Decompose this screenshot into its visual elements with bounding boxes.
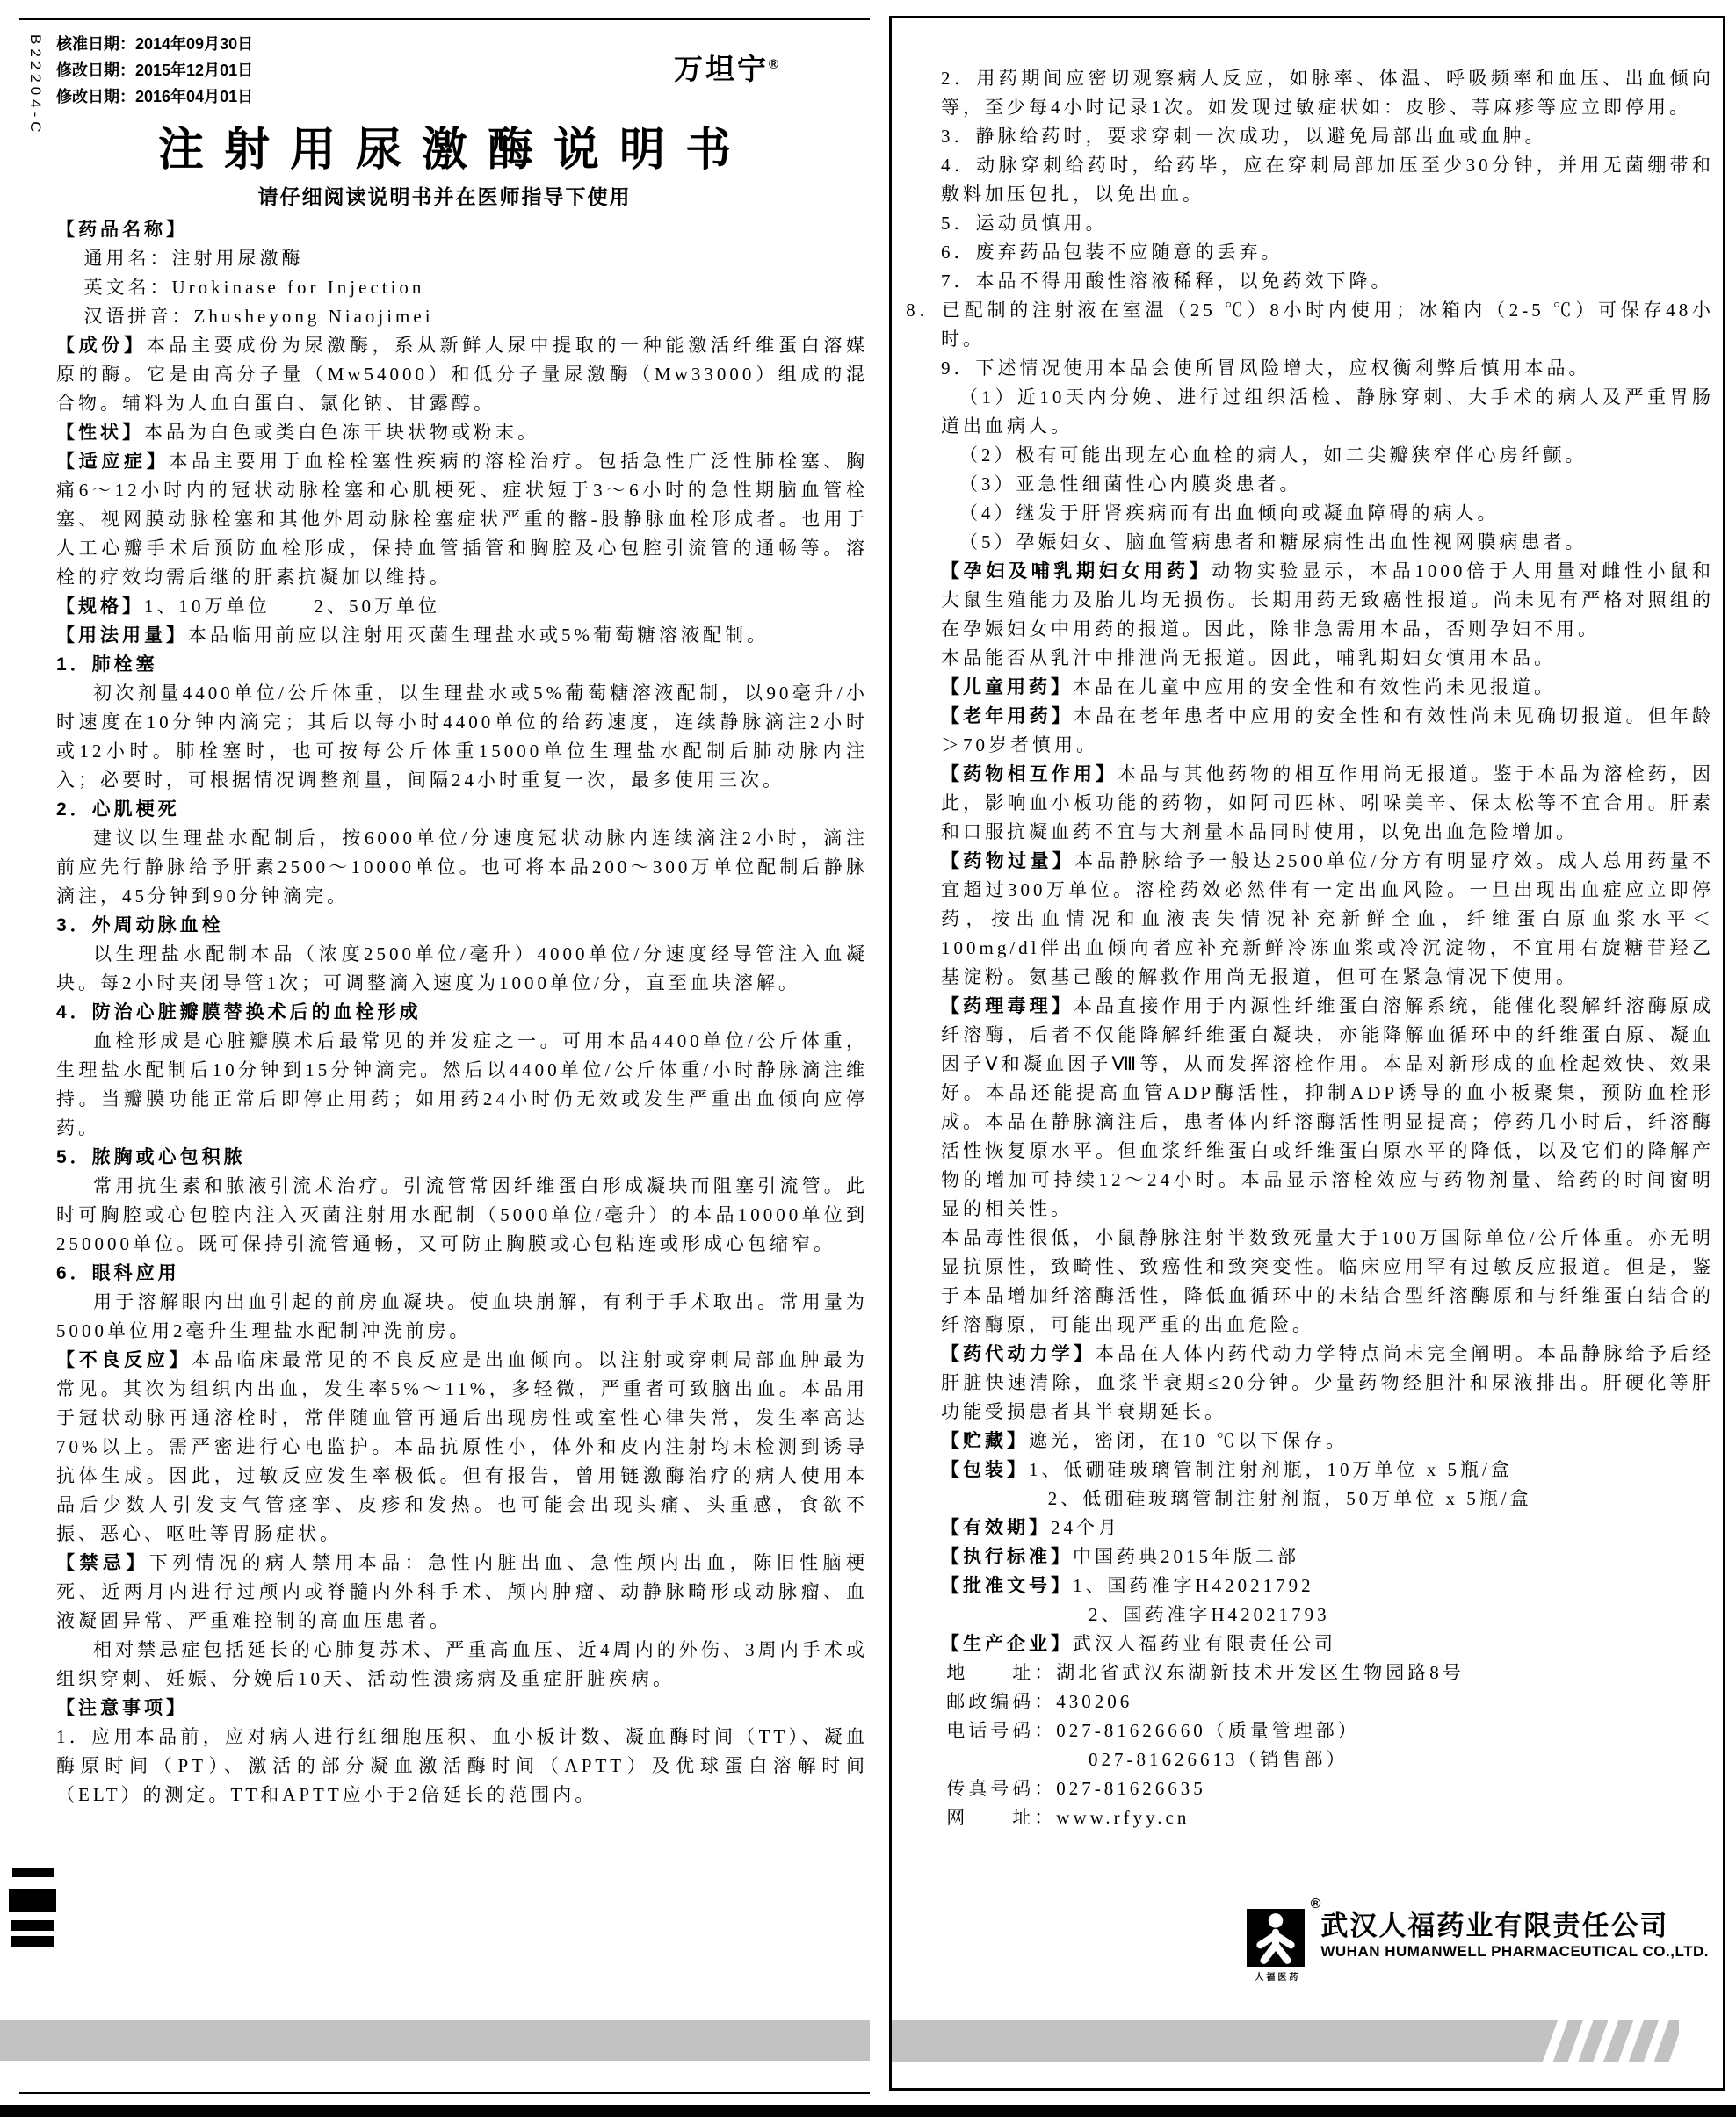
section-paragraph: 【包装】1、低硼硅玻璃管制注射剂瓶，10万单位 x 5瓶/盒 xyxy=(941,1459,1513,1480)
paragraph: 9．下述情况使用本品会使所冒风险增大，应权衡利弊后慎用本品。 xyxy=(941,358,1591,379)
section-paragraph: 【用法用量】本品临用前应以注射用灭菌生理盐水或5%葡萄糖溶液配制。 xyxy=(56,625,769,646)
left-column-text xyxy=(56,215,868,1810)
section-paragraph: 【有效期】24个月 xyxy=(941,1517,1120,1538)
paragraph: 地 址：湖北省武汉东湖新技术开发区生物园路8号 xyxy=(946,1662,1465,1683)
paragraph: （1）近10天内分娩、进行过组织活检、静脉穿刺、大手术的病人及严重胃肠道出血病人。 xyxy=(941,387,1714,437)
section-label: 【药品名称】 xyxy=(56,220,188,240)
section-paragraph: 【儿童用药】本品在儿童中应用的安全性和有效性尚未见报道。 xyxy=(941,676,1556,697)
paragraph: 邮政编码：430206 xyxy=(946,1691,1133,1712)
section-paragraph xyxy=(56,215,868,244)
section-paragraph: 【禁忌】下列情况的病人禁用本品：急性内脏出血、急性颅内出血，陈旧性脑梗死、近两月内进行过颅内或脊髓内外科手术、颅内肿瘤、动静脉畸形或动脉瘤、血液凝固异常、严重难控制的高血压患者。 xyxy=(56,1552,868,1631)
paragraph: 通用名：注射用尿激酶 xyxy=(83,248,304,269)
page-subtitle: 请仔细阅读说明书并在医师指导下使用 xyxy=(257,185,632,208)
paragraph: 用于溶解眼内出血引起的前房血凝块。使血块崩解，有利于手术取出。常用量为5000单位用2毫升生理盐水配制冲洗前房。 xyxy=(56,1291,868,1341)
section-label: 【儿童用药】 xyxy=(941,677,1073,697)
paragraph: 血栓形成是心脏瓣膜术后最常见的并发症之一。可用本品4400单位/公斤体重，生理盐水配制后10分钟到15分钟滴完。然后以4400单位/公斤体重/小时静脉滴注维持。当瓣膜功能正常后即停止用药；如用药24小时仍无效或发生严重出血倾向应停药。 xyxy=(56,1030,868,1138)
section-paragraph xyxy=(56,1694,868,1723)
section-paragraph: 【药理毒理】本品直接作用于内源性纤维蛋白溶解系统，能催化裂解纤溶酶原成纤溶酶，后者不仅能降解纤维蛋白凝块，亦能降解血循环中的纤维蛋白原、凝血因子Ⅴ和凝血因子Ⅷ等，从而发挥溶栓作用。本品对新形成的血栓起效快、效果好。本品还能提高血管ADP酶活性，抑制ADP诱导的血小板聚集，预防血栓形成。本品在静脉滴注后，患者体内纤溶酶活性明显提高；停药几小时后，纤溶酶活性恢复原水平。但血浆纤维蛋白或纤维蛋白原水平的降低，以及它们的降解产物的增加可持续12～24小时。本品显示溶栓效应与药物剂量、给药的时间窗明显的相关性。 xyxy=(941,995,1715,1219)
section-label: 【孕妇及哺乳期妇女用药】 xyxy=(941,561,1212,582)
section-label: 【包装】 xyxy=(941,1460,1029,1480)
paragraph: 1．肺栓塞 xyxy=(56,654,158,675)
paragraph: 1．应用本品前，应对病人进行红细胞压积、血小板计数、凝血酶时间（TT）、凝血酶原时间（PT）、激活的部分凝血激活酶时间（APTT）及优球蛋白溶解时间（ELT）的测定。TT和APTT应小于2倍延长的范围内。 xyxy=(56,1726,868,1805)
left-page-panel xyxy=(19,18,870,2094)
logo-mark xyxy=(1247,1897,1321,1983)
section-label: 【性状】 xyxy=(56,423,144,443)
section-paragraph: 【成份】本品主要成份为尿激酶，系从新鲜人尿中提取的一种能激活纤维蛋白溶媒原的酶。它是由高分子量（Mw54000）和低分子量尿激酶（Mw33000）组成的混合物。辅料为人血白蛋白、氯化钠、甘露醇。 xyxy=(56,335,869,414)
paragraph: 以生理盐水配制本品（浓度2500单位/毫升）4000单位/分速度经导管注入血凝块。每2小时夹闭导管1次；可调整滴入速度为1000单位/分，直至血块溶解。 xyxy=(56,943,868,993)
paragraph: 027-81626613（销售部） xyxy=(1089,1749,1349,1770)
paragraph: 8．已配制的注射液在室温（25 ℃）8小时内使用；冰箱内（2-5 ℃）可保存48小时。 xyxy=(906,300,1714,350)
registered-mark: ® xyxy=(769,57,782,72)
approval-date: 核准日期：2014年09月30日 xyxy=(56,35,254,53)
paragraph: 2．心肌梗死 xyxy=(56,799,180,820)
section-paragraph: 【不良反应】本品临床最常见的不良反应是出血倾向。以注射或穿刺局部血肿最为常见。其次为组织内出血，发生率5%～11%，多轻微，严重者可致脑出血。本品用于冠状动脉再通溶栓时，常伴随血管再通后出现房性或室性心律失常，发生率高达70%以上。需严密进行心电监护。本品抗原性小，体外和皮内注射均未检测到诱导抗体生成。因此，过敏反应发生率极低。但有报告，曾用链激酶治疗的病人使用本品后少数人引发支气管痉挛、皮疹和发热。也可能会出现头痛、头重感，食欲不振、恶心、呕吐等胃肠症状。 xyxy=(56,1349,869,1544)
paragraph: 2、低硼硅玻璃管制注射剂瓶，50万单位 x 5瓶/盒 xyxy=(1047,1488,1532,1509)
section-label: 【用法用量】 xyxy=(56,625,188,646)
paragraph: 汉语拼音：Zhusheyong Niaojimei xyxy=(83,306,434,327)
right-page-panel xyxy=(889,16,1725,2091)
paragraph: 7．本品不得用酸性溶液稀释，以免药效下降。 xyxy=(941,271,1393,292)
company-logo xyxy=(1247,1897,1709,1983)
paragraph: 网 址：www.rfyy.cn xyxy=(946,1807,1190,1828)
paragraph: 常用抗生素和脓液引流术治疗。引流管常因纤维蛋白形成凝块而阻塞引流管。此时可胸腔或心包腔内注入灭菌注射用水配制（5000单位/毫升）的本品10000单位到250000单位。既可保持引流管通畅，又可防止胸膜或心包粘连或形成心包缩窄。 xyxy=(56,1175,868,1254)
section-paragraph: 【药代动力学】本品在人体内药代动力学特点尚未完全阐明。本品静脉给予后经肝脏快速清除，血浆半衰期≤20分钟。少量药物经胆汁和尿液排出。肝硬化等肝功能受损患者其半衰期延长。 xyxy=(941,1343,1714,1422)
paragraph: 电话号码：027-81626660（质量管理部） xyxy=(946,1720,1360,1741)
brand-text: 万坦宁 xyxy=(674,53,769,85)
brand-name xyxy=(674,47,781,88)
paragraph: 5．脓胸或心包积脓 xyxy=(56,1147,246,1167)
diagonal-stripes xyxy=(1543,2020,1679,2062)
footer-gray-bar-left xyxy=(0,2020,870,2061)
registration-mark xyxy=(9,1889,56,1912)
paragraph: 建议以生理盐水配制后，按6000单位/分速度冠状动脉内连续滴注2小时，滴注前应先行静脉给予肝素2500～10000单位。也可将本品200～300万单位配制后静脉滴注，45分钟到90分钟滴完。 xyxy=(56,827,868,907)
registration-mark xyxy=(12,1868,54,1877)
batch-code-vertical: B22204-C xyxy=(27,34,44,137)
section-label: 【贮藏】 xyxy=(941,1431,1029,1451)
person-icon xyxy=(1247,1897,1321,1967)
paragraph: 初次剂量4400单位/公斤体重，以生理盐水或5%葡萄糖溶液配制，以90毫升/小时速度在10分钟内滴完；其后以每小时4400单位的给药速度，连续静脉滴注2小时或12小时。肺栓塞时，也可按每公斤体重15000单位生理盐水配制后肺动脉内注入；必要时，可根据情况调整剂量，间隔24小时重复一次，最多使用三次。 xyxy=(56,683,868,791)
paragraph: 6．废弃药品包装不应随意的丢弃。 xyxy=(941,242,1284,263)
section-label: 【成份】 xyxy=(56,336,147,356)
section-paragraph: 【执行标准】中国药典2015年版二部 xyxy=(941,1546,1299,1567)
bottom-black-bar xyxy=(0,2105,1736,2117)
revision-date: 修改日期：2016年04月01日 xyxy=(56,88,254,105)
section-label: 【不良反应】 xyxy=(56,1350,192,1370)
paragraph: 本品毒性很低，小鼠静脉注射半数致死量大于100万国际单位/公斤体重。亦无明显抗原性，致畸性、致癌性和致突变性。临床应用罕有过敏反应报道。但是，鉴于本品增加纤溶酶活性，降低血循环中的未结合型纤溶酶原和与纤维蛋白结合的纤溶酶原，可能出现严重的出血危险。 xyxy=(941,1227,1714,1335)
right-column-text xyxy=(906,64,1715,1832)
section-paragraph: 【药物过量】本品静脉给予一般达2500单位/分方有明显疗效。成人总用药量不宜超过300万单位。溶栓药效必然伴有一定出血风险。一旦出现出血症应立即停药，按出血情况和血液丧失情况补充新鲜全血，纤维蛋白原血浆水平＜100mg/dl伴出血倾向者应补充新鲜冷冻血浆或冷沉淀物，不宜用右旋糖苷羟乙基淀粉。氨基己酸的解救作用尚无报道，但可在紧急情况下使用。 xyxy=(941,850,1714,987)
paragraph: 3．外周动脉血栓 xyxy=(56,915,224,936)
company-name-cn: 武汉人福药业有限责任公司 xyxy=(1320,1911,1669,1941)
person-icon-svg xyxy=(1247,1909,1305,1967)
section-label: 【批准文号】 xyxy=(941,1576,1073,1596)
section-label: 【执行标准】 xyxy=(941,1547,1073,1567)
paragraph: （4）继发于肝肾疾病而有出血倾向或凝血障碍的病人。 xyxy=(959,502,1500,524)
section-paragraph: 【贮藏】遮光，密闭，在10 ℃以下保存。 xyxy=(941,1430,1349,1451)
page-title: 注射用尿激酶说明书 xyxy=(157,125,751,176)
paragraph: 本品能否从乳汁中排泄尚无报道。因此，哺乳期妇女慎用本品。 xyxy=(941,647,1556,668)
section-label: 【生产企业】 xyxy=(941,1634,1073,1654)
company-name-en: WUHAN HUMANWELL PHARMACEUTICAL CO.,LTD. xyxy=(1320,1943,1709,1960)
revision-date: 修改日期：2015年12月01日 xyxy=(56,61,254,79)
section-label: 【有效期】 xyxy=(941,1518,1051,1538)
section-paragraph: 【孕妇及哺乳期妇女用药】动物实验显示，本品1000倍于人用量对雌性小鼠和大鼠生殖能力及胎儿均无损伤。长期用药无致癌性报道。尚未见有严格对照组的在孕娠妇女中用药的报道。因此，除非急需用本品，否则孕妇不用。 xyxy=(941,560,1714,639)
paragraph: 4．防治心脏瓣膜替换术后的血栓形成 xyxy=(56,1002,422,1022)
section-label: 【药物相互作用】 xyxy=(941,764,1118,784)
section-paragraph: 【老年用药】本品在老年患者中应用的安全性和有效性尚未见确切报道。但年龄＞70岁者慎用。 xyxy=(941,705,1715,755)
section-label: 【禁忌】 xyxy=(56,1553,149,1573)
paragraph: （5）孕娠妇女、脑血管病患者和糖尿病性出血性视网膜病患者。 xyxy=(959,531,1588,553)
paragraph: 6．眼科应用 xyxy=(56,1263,180,1283)
paragraph: 3．静脉给药时，要求穿刺一次成功，以避免局部出血或血肿。 xyxy=(941,126,1547,147)
registered-mark: ® xyxy=(1310,1897,1321,1911)
section-paragraph: 【药物相互作用】本品与其他药物的相互作用尚无报道。鉴于本品为溶栓药，因此，影响血小板功能的药物，如阿司匹林、吲哚美辛、保太松等不宜合用。肝素和口服抗凝血药不宜与大剂量本品同时使用，以免出血危险增加。 xyxy=(941,763,1715,842)
footer-gray-bar-right xyxy=(892,2020,1679,2062)
section-label: 【规格】 xyxy=(56,596,144,617)
section-label: 【适应症】 xyxy=(56,452,170,472)
logo-text xyxy=(1320,1909,1709,1962)
section-label: 【注意事项】 xyxy=(56,1698,188,1718)
section-label: 【药代动力学】 xyxy=(941,1344,1096,1364)
paragraph: 2、国药准字H42021793 xyxy=(1089,1604,1330,1625)
section-paragraph: 【适应症】本品主要用于血栓栓塞性疾病的溶栓治疗。包括急性广泛性肺栓塞、胸痛6～12小时内的冠状动脉栓塞和心肌梗死、症状短于3～6小时的急性期脑血管栓塞、视网膜动脉栓塞和其他外周动脉栓塞症状严重的髂-股静脉血栓形成者。也用于人工心瓣手术后预防血栓形成，保持血管插管和胸腔及心包腔引流管的通畅等。溶栓的疗效均需后继的肝素抗凝加以维持。 xyxy=(56,451,869,588)
paragraph: （2）极有可能出现左心血栓的病人，如二尖瓣狭窄伴心房纤颤。 xyxy=(959,444,1588,466)
section-label: 【药物过量】 xyxy=(941,851,1075,871)
section-label: 【老年用药】 xyxy=(941,706,1074,726)
paragraph: 相对禁忌症包括延长的心肺复苏术、严重高血压、近4周内的外伤、3周内手术或组织穿刺、妊娠、分娩后10天、活动性溃疡病及重症肝脏疾病。 xyxy=(56,1639,868,1689)
paragraph: 5．运动员慎用。 xyxy=(941,213,1108,234)
section-paragraph: 【批准文号】1、国药准字H42021792 xyxy=(941,1575,1314,1596)
paragraph: 2．用药期间应密切观察病人反应，如脉率、体温、呼吸频率和血压、出血倾向等，至少每4小时记录1次。如发现过敏症状如：皮胗、荨麻疹等应立即停用。 xyxy=(941,68,1714,118)
logo-caption: 人福医药 xyxy=(1255,1973,1301,1983)
section-paragraph: 【生产企业】武汉人福药业有限责任公司 xyxy=(941,1633,1336,1654)
registration-mark xyxy=(11,1920,54,1931)
section-label: 【药理毒理】 xyxy=(941,996,1074,1016)
registration-mark xyxy=(11,1936,54,1947)
paragraph: 英文名：Urokinase for Injection xyxy=(83,277,425,298)
section-paragraph: 【性状】本品为白色或类白色冻干块状物或粉末。 xyxy=(56,422,539,443)
paragraph: （3）亚急性细菌性心内膜炎患者。 xyxy=(959,473,1302,495)
section-paragraph: 【规格】1、10万单位 2、50万单位 xyxy=(56,596,440,617)
paragraph: 4．动脉穿刺给药时，给药毕，应在穿刺局部加压至少30分钟，并用无菌绷带和敷料加压包扎，以免出血。 xyxy=(941,155,1714,205)
paragraph: 传真号码：027-81626635 xyxy=(946,1778,1206,1799)
